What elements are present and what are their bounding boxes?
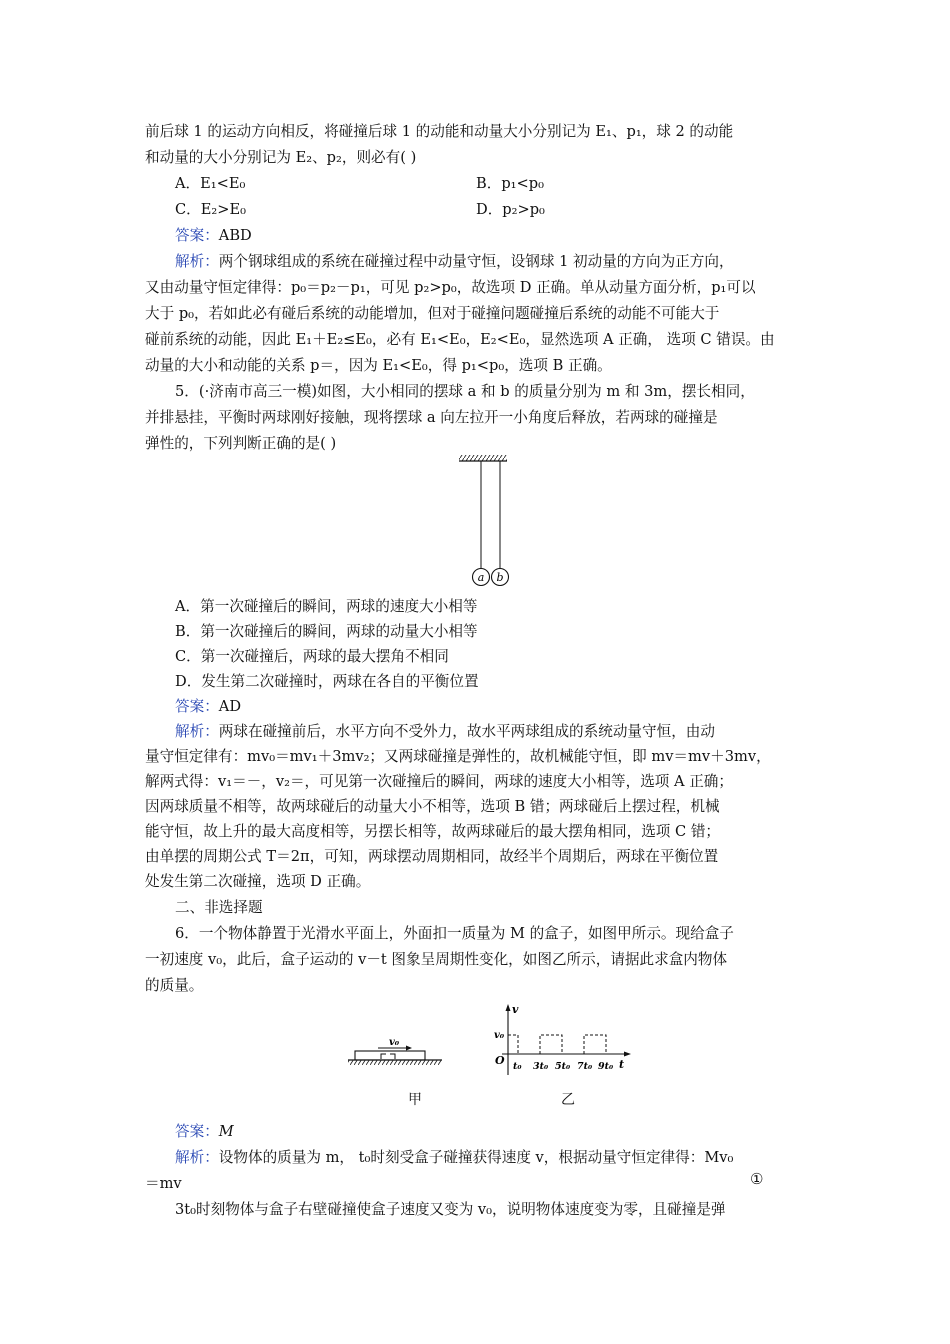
q5-stem-line-2: 并排悬挂，平衡时两球刚好接触，现将摆球 a 向左拉开一小角度后释放，若两球的碰撞是 [145,409,718,426]
q4-answer [175,224,252,248]
q6-explanation-line-3: 3t₀时刻物体与盒子右壁碰撞使盒子速度又变为 v₀，说明物体速度变为零，且碰撞是弹 [175,1201,726,1218]
q4-explanation-line-1 [175,250,734,274]
ceiling-hatch [459,455,507,461]
q5-answer [175,695,241,719]
tick-t0: t₀ [513,1061,522,1072]
q5-explanation-line-4: 因两球质量不相等，故两球碰后的动量大小不相等，选项 B 错；两球碰后上摆过程，机械 [145,798,720,815]
explanation-text: 两球在碰撞前后，水平方向不受外力，故水平两球组成的系统动量守恒，由动 [218,723,715,740]
q4-option-c: C．E₂>E₀ [175,201,246,218]
q6-explanation-line-1 [175,1146,733,1170]
ball-b-label: b [496,571,504,584]
q4-stem-line-2: 和动量的大小分别记为 E₂、p₂，则必有( ) [145,149,417,166]
box-velocity-label: v₀ [389,1037,400,1048]
q4-explanation-line-4: 碰前系统的动能，因此 E₁＋E₂≤E₀，必有 E₁<E₀，E₂<E₀，显然选项 A 正确， 选项 C 错误。由 [145,331,775,348]
tick-3t0: 3t₀ [533,1061,549,1072]
q6-stem-line-1: 6．一个物体静置于光滑水平面上，外面扣一质量为 M 的盒子，如图甲所示。现给盒子 [175,925,734,942]
q4-explanation-line-2: 又由动量守恒定律得：p₀＝p₂－p₁，可见 p₂>p₀，故选项 D 正确。单从动量方面分析，p₁可以 [145,279,756,296]
tick-9t0: 9t₀ [598,1061,614,1072]
q5-explanation-line-2: 量守恒定律有：mv₀＝mv₁＋3mv₂；又两球碰撞是弹性的，故机械能守恒，即 mv＝mv＋3mv， [145,748,771,765]
figure-caption-yi: 乙 [561,1092,575,1108]
velocity-arrowhead [406,1046,412,1051]
answer-value: ABD [218,227,252,244]
pendulum-figure [440,452,520,592]
equation-number: ① [750,1170,764,1188]
t-axis-arrowhead [624,1052,631,1057]
box-figure [346,1035,446,1065]
q4-stem-line-1: 前后球 1 的运动方向相反，将碰撞后球 1 的动能和动量大小分别记为 E₁、p₁，球 2 的动能 [145,123,734,140]
q5-explanation-line-3: 解两式得：v₁＝－，v₂＝，可见第一次碰撞后的瞬间，两球的速度大小相等，选项 A 正确； [145,773,733,790]
q5-option-a: A．第一次碰撞后的瞬间，两球的速度大小相等 [175,598,478,615]
explanation-text: 两个钢球组成的系统在碰撞过程中动量守恒，设钢球 1 初动量的方向为正方向， [218,253,734,270]
q5-explanation-line-5: 能守恒，故上升的最大高度相等，另摆长相等，故两球碰后的最大摆角相同，选项 C 错； [145,823,721,840]
vt-graph [492,1003,632,1079]
q5-option-c: C．第一次碰撞后，两球的最大摆角不相同 [175,648,449,665]
section-heading: 二、非选择题 [175,899,263,916]
figure-caption-jia: 甲 [408,1092,422,1108]
origin-label: O [495,1054,505,1067]
q5-explanation-line-1 [175,720,715,744]
v0-label: v₀ [494,1030,505,1041]
v-axis-arrowhead [506,1004,511,1011]
q5-stem-line-1: 5．(·济南市高三一模)如图，大小相同的摆球 a 和 b 的质量分别为 m 和 3m，摆长相同， [175,383,755,400]
q5-option-d: D．发生第二次碰撞时，两球在各自的平衡位置 [175,673,479,690]
floor-hatch [348,1060,442,1065]
q4-explanation-line-5: 动量的大小和动能的关系 p＝，因为 E₁<E₀，得 p₁<p₀，选项 B 正确。 [145,357,612,374]
q4-explanation-line-3: 大于 p₀，若如此必有碰后系统的动能增加，但对于碰撞问题碰撞后系统的动能不可能大于 [145,305,720,322]
box-m [355,1051,425,1060]
q4-option-b: B．p₁<p₀ [476,175,544,192]
answer-value: AD [218,698,242,715]
tick-7t0: 7t₀ [577,1061,593,1072]
q4-option-d: D．p₂>p₀ [476,201,545,218]
t-axis-label: t [619,1058,625,1071]
explanation-label: 解析： [175,723,219,740]
explanation-label: 解析： [175,1149,219,1166]
answer-label: 答案： [175,698,219,715]
answer-value: M [218,1123,234,1140]
vt-curve [508,1035,606,1054]
q5-explanation-line-7: 处发生第二次碰撞，选项 D 正确。 [145,873,371,890]
answer-label: 答案： [175,227,219,244]
explanation-label: 解析： [175,253,219,270]
q4-option-a: A．E₁<E₀ [175,175,246,192]
q5-option-b: B．第一次碰撞后的瞬间，两球的动量大小相等 [175,623,478,640]
ball-a-label: a [477,571,485,584]
q6-stem-line-2: 一初速度 v₀，此后，盒子运动的 v－t 图象呈周期性变化，如图乙所示，请据此求盒内物体 [145,951,728,968]
q5-stem-line-3: 弹性的，下列判断正确的是( ) [145,435,337,452]
explanation-text: 设物体的质量为 m， t₀时刻受盒子碰撞获得速度 v，根据动量守恒定律得：Mv₀ [218,1149,734,1166]
q6-stem-line-3: 的质量。 [145,977,204,994]
v-axis-label: v [512,1003,519,1016]
q6-explanation-line-2: ＝mv [145,1175,182,1192]
q6-answer [175,1120,234,1144]
q5-explanation-line-6: 由单摆的周期公式 T＝2π，可知，两球摆动周期相同，故经半个周期后，两球在平衡位置 [145,848,719,865]
answer-label: 答案： [175,1123,219,1140]
tick-5t0: 5t₀ [555,1061,571,1072]
